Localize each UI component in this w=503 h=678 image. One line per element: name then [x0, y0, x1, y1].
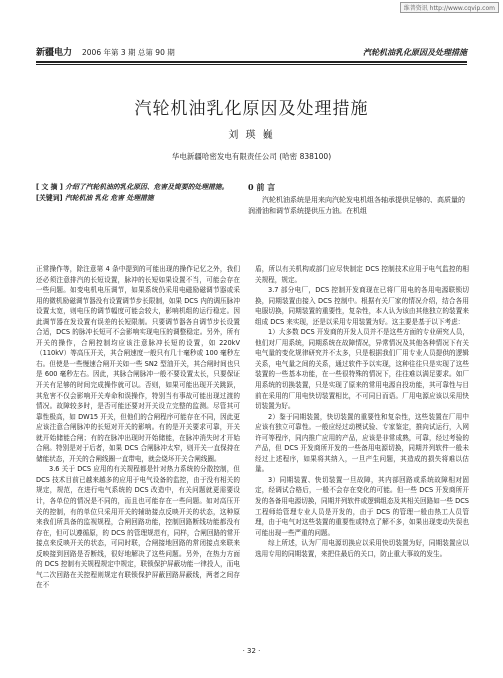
running-header [36, 44, 467, 58]
preface-text: 汽轮机油系统是用来向汽轮发电机组各轴承提供足够的、高质量的润滑油和调节系统提供压力油。在机组 [248, 196, 465, 215]
abstract-block [36, 182, 232, 204]
preface-heading: 0 前 言 [248, 182, 276, 192]
abstract [36, 182, 232, 193]
body-paragraph: 3.6 关于 DCS 应用的有关规程都是针对热力系统的分散控制，但 DCS 技术目前已越来越多的应用于电气设备的监控，由于没有相关的规定，规范，在进行电气系统的 DCS 改造中，有关问题就更需要设计，各单位的情况是不同的，而且也可能存在一些问题。如对高压开关的控制，有的单位只采用开关的辅助接点反映开关的状态，这种原来我们所具备的监视规程，合闸回路功能，控制回路断线功能都没有存在，但可以遵循原，的 DCS 的管理规范有，同样，合闸回路的常开接点来反映开关的状态，可同时联，合闸接地回路的常闭接点来联来反映接到回路是否断线，很好地解决了这些问题。另外，在热力方面的 DCS 控制有关规程规定中规定，联锁保护屏蔽功能一律投人，而电气二次回路在关控程则规定有联锁保护屏蔽回路屏蔽线，两者之间存在不 [36, 465, 240, 590]
body-paragraph: 正常操作等，除注意第 4 条中提到的可能出现的操作记忆之外，我们还必须注意排汽的长短设置，脉冲的长短如果设置不当，可能会存在一些问题。如变电机电压调节，如果系统仍采用电磁励磁调节器或采用的微机励磁调节器没有设置调节步长限制，如果 DCS 内的调压脉冲设置太宽，则电压的调节幅度可能会较大，影响机组的运行稳定。因此调节器在发设置有误差的长短限制。只要调节器各自调节步长设置合适，DCS 的脉冲长短可不会影响实现电压的调整稳定。另外，所有开关的操作，合闸控制均应该注意脉冲长短的设置，如 220kV（110kV）等高压开关，其合闸速度一般只有几十毫秒或 100 毫秒左右。但使是一些慢速合闸开关如一些 SN2 型油开关，其合闸时间也只是 600 毫秒左右。因此，其脉合闸脉冲一般不要设置太长，只要保证开关有足够的时间完成操作就可以。否则，如果可能出现开关跳跃，其危害不仅会影响开关寿命和误操作，特别当有事故可能出现过渡的情况。故障较多时，是否可能还要对开关设立完整的监测。尽管其可靠性极高，如 DW15 开关，但他们的合闸程序可能存在不同，因此更应该注意合闸脉冲的长短对开关的影响。有的是开关要求可靠，开关就开始储能合闸；有的在脉冲出现时开始储能，在脉冲消失时才开始合闸。特别是对于后者，如果 DCS 合闸脉冲太窄，则开关一直保持在储能状态，开关的合闸线圈一直带电，就会烧坏开关合闸线圈。 [36, 265, 240, 463]
preface-block [248, 182, 468, 217]
keywords [36, 193, 232, 204]
page-number: · 32 · [242, 647, 261, 655]
body-paragraph: 3.7 部分电厂，DCS 控制开发商现在已将厂用电的各用电源联锁切换，同期装置由接入 DCS 控制中。根据有关厂家的情况介绍，结合各用电服切换，同期装置的重要性，复杂性，本人认为该由其他独立的装置来组成 DCS 来实现，还是以采用专用装置为好。这主要是基于以下考虑： [255, 286, 469, 326]
abstract-text: 介绍了汽轮机油的乳化原因、危害及简要的处理措施。 [65, 183, 229, 191]
article-title: 汽轮机油乳化原因及处理措施 [134, 99, 369, 119]
body-paragraph: 3）同期装置、快切装置一旦故障，其内部回路或系统故障相对固定，经调试合格后，一般不会存在变化的可能。但一些 DCS 开发商所开发的各备用电源切换，同期并列软件或逻辑组态及其相关回路如一些 DCS 工程师给管理专业人员是开发的，由于 DCS 的管理一般由热工人员管理，由于电气对这些装置的重要性或特点了解不多，如果出现变动失误也可能出现一些严重的问题。 [255, 475, 469, 537]
running-header-left [36, 45, 175, 58]
body-column-left [36, 264, 240, 591]
body-paragraph: 2）鉴于同期装置，快切装置的重要性和复杂性，这些装置在厂用中应该有独立可靠性。一般应经过动模试验、专家鉴定，推向试运行，入网许可等程序，同内推广应用的产品，应该是非常成熟，可靠，经过考验的产品，但 DCS 开发商所开发的一些备用电源切换，同期并列软件一般未经过上述程序，如果将其纳入，一旦产生问题，其造成的损失将难以估量。 [255, 412, 469, 474]
author-affiliation: 华电新疆哈密发电有限责任公司 (哈密 838100) [171, 152, 332, 161]
body-paragraph: 综上所述，认为厂用电源切换应以采用快切装置为好，同期装置应以选用专用的同期装置，来把住最后的关口，防止重大事故的发生。 [255, 539, 469, 558]
keywords-label: [关键词] [36, 194, 63, 202]
running-title: 汽轮机油乳化原因及处理措施 [363, 48, 467, 57]
journal-name: 新疆电力 [36, 48, 73, 58]
header-rule [36, 61, 467, 63]
article-author: 刘 瑛 巍 [228, 130, 275, 141]
abstract-label: [ 文 摘 ] [36, 183, 63, 191]
body-paragraph: 盾，所以有关机构或部门应尽快制定 DCS 控制技术应用于电气监控的相关规程，规定。 [255, 265, 469, 284]
header-rule-thin [36, 64, 467, 65]
watermark: 维普资讯 http://www.cqvip.com [400, 2, 499, 13]
issue-info: 2006 年第 3 期 总第 90 期 [82, 48, 175, 57]
body-paragraph: 1）大多数 DCS 开发商的开发人员并不是这些方面的专业研究人员，他们对厂用系统，同期系统在故障情况，异常情况及其他各种情况下有关电气量的变化规律研究并不太多，只是根据我们厂用专业人员提供的逻辑关系，电气量之间的关系，通过软件予以实现，这种往往只是实现了这些装置的一些基本功能，在一些很特殊的情况下，往往难以满足要求。如厂用系统的切换装置，只是实现了原来的常用电源自投功能，其可靠性与目前在采用的厂用电快切装置相比，不可同日而语。厂用电源应该以采用快切装置为好。 [255, 328, 469, 411]
keywords-text: 汽轮机油 乳化 危害 处理措施 [64, 194, 154, 202]
body-column-right [255, 264, 469, 559]
